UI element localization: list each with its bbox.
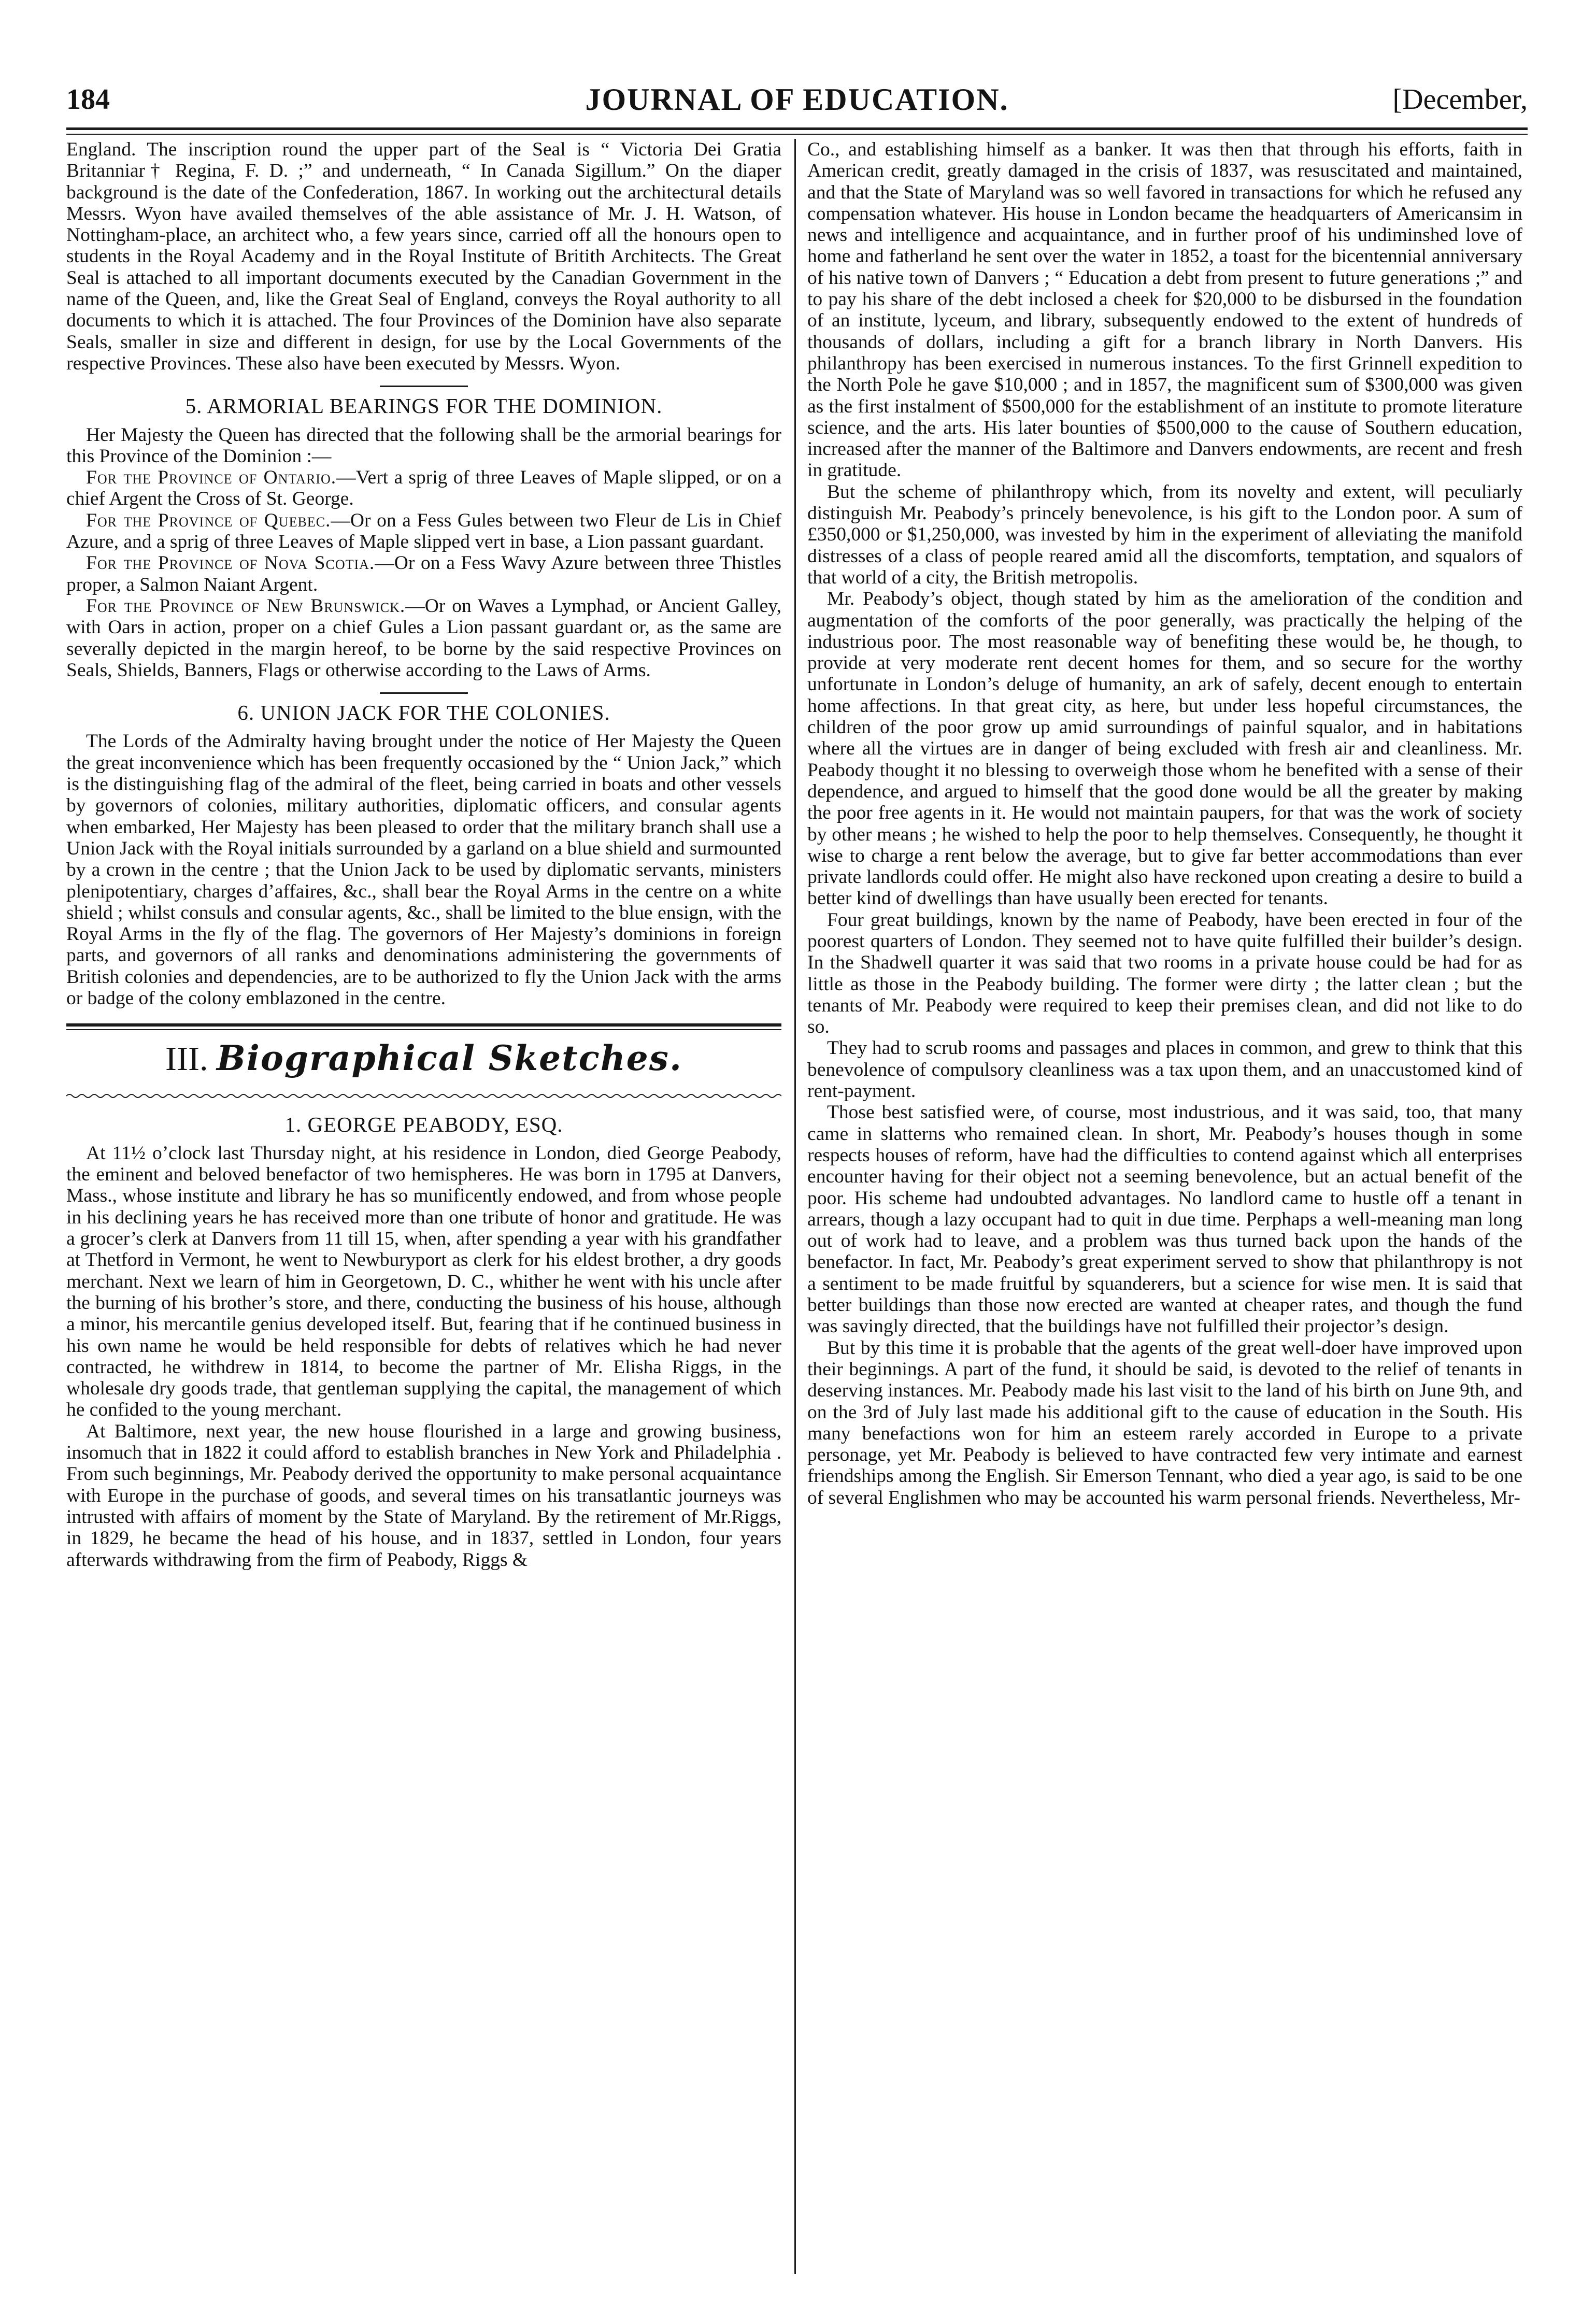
article-paragraph: They had to scrub rooms and passages and places in common, and grew to think that this benevolence of compulsory cleanliness was a tax upon them, and an unaccustomed kind of rent-payment. bbox=[807, 1037, 1522, 1102]
blazon-text: —Or on a Fess Wavy Azure between three Thistles proper, a Salmon Naiant Argent. bbox=[66, 552, 781, 595]
blazon-text: —Vert a sprig of three Leaves of Maple slipped, or on a chief Argent the Cross of St. George. bbox=[66, 467, 782, 510]
great-seal-paragraph: England. The inscription round the upper part of the Seal is “ Victoria Dei Gratia Britanniar† Regina, F. D. ;” and underneath, “ In Canada Sigillum.” On the diaper background is the date of the Confederation, 1867. In working out the architectural details Messrs. Wyon have availed themselves of the able assistance of Mr. J. H. Watson, of Nottingham-place, an architect who, a few years since, carried off all the honours open to students in the Royal Academy and in the Royal Institute of Britith Architects. The Great Seal is attached to all important documents executed by the Canadian Government in the name of the Queen, and, like the Great Seal of England, conveys the Royal authority to all documents to which it is attached. The four Provinces of the Dominion have also separate Seals, smaller in size and different in design, for use by the Local Governments of the respective Provinces. These also have been executed by Messrs. Wyon. bbox=[66, 139, 781, 374]
province-label: For the Province of Quebec. bbox=[86, 509, 331, 531]
armorial-item-ontario bbox=[66, 467, 781, 510]
union-jack-heading: 6. UNION JACK FOR THE COLONIES. bbox=[237, 701, 610, 725]
wavy-rule bbox=[66, 1092, 781, 1100]
divider-rule bbox=[380, 386, 468, 387]
running-header bbox=[66, 78, 1528, 125]
peabody-paragraph: At Baltimore, next year, the new house flourished in a large and growing business, insomuch that in 1822 it could afford to establish branches in New York and Philadelphia . From such beginnings, Mr. Peabody derived the opportunity to make personal acquaintance with Europe in the purchase of goods, and several times on his transatlantic journeys was intrusted with affairs of moment by the State of Maryland. By the retirement of Mr.Riggs, in 1829, he became the head of his house, and in 1837, settled in London, four years afterwards withdrawing from the firm of Peabody, Riggs & bbox=[66, 1420, 781, 1571]
section-title bbox=[66, 1034, 781, 1083]
armorial-intro: Her Majesty the Queen has directed that the following shall be the armorial bearings for this Province of the Dominion :— bbox=[66, 424, 781, 467]
page-number: 184 bbox=[66, 83, 110, 116]
article-paragraph: But by this time it is probable that the agents of the great well-doer have improved upon their beginnings. A part of the fund, it should be said, is devoted to the relief of tenants in deserving instances. Mr. Peabody made his last visit to the land of his birth on June 9th, and on the 3rd of July last made his additional gift to the cause of education in the South. His many benefactions won for him an esteem rarely accorded in Europe to a private personage, yet Mr. Peabody is believed to have contracted few very intimate and earnest friendships among the English. Sir Emerson Tennant, who died a year ago, is said to be one of several Englishmen who may be accounted his warm personal friends. Nevertheless, Mr- bbox=[807, 1337, 1522, 1508]
article-paragraph: Mr. Peabody’s object, though stated by him as the amelioration of the condition and augmentation of the comforts of the poor generally, was practically the helping of the industrious poor. The most reasonable way of benefiting these would be, he though, to provide at very moderate rent decent homes for them, and so secure for the worthy unfortunate in London’s deluge of humanity, an ark of safely, decent enough to entertain home affections. In that great city, as here, but under less hopeful circumstances, the children of the poor grow up amid surroundings of painful squalor, and in habitations where all the virtues are in danger of being excluded with fresh air and cleanliness. Mr. Peabody thought it no blessing to overweigh those whom he benefited with a sense of their dependence, and argued to himself that the good done would be all the greater by making the poor free agents in it. He would not maintain paupers, for that was the work of society by other means ; he wished to help the poor to help themselves. Consequently, he thought it wise to charge a rent below the average, but to give far better accommodations than ever private landlords could offer. He might also have reckoned upon creating a desire to build a better kind of dwellings than have usually been erected for tenants. bbox=[807, 588, 1522, 909]
peabody-paragraph: At 11½ o’clock last Thursday night, at his residence in London, died George Peabody, the eminent and beloved benefactor of two hemispheres. He was born in 1795 at Danvers, Mass., whose institute and library he has so munificently endowed, and from whose people in his declining years he has received more than one tribute of honor and gratitude. He was a grocer’s clerk at Danvers from 11 till 15, when, after spending a year with his grandfather at Thetford in Vermont, he went to Newburyport as clerk for his eldest brother, a dry goods merchant. Next we learn of him in Georgetown, D. C., whither he went with his uncle after the burning of his brother’s store, and there, conducting the business of his house, although a minor, his mercantile genius developed itself. But, fearing that if he continued business in his own name he would be held responsible for debts of relatives which he had never contracted, he withdrew in 1814, to become the partner of Mr. Elisha Riggs, in the wholesale dry goods trade, that gentleman supplying the capital, the management of which he confided to the young merchant. bbox=[66, 1142, 781, 1421]
article-paragraph: But the scheme of philanthropy which, from its novelty and extent, will peculiarly distinguish Mr. Peabody’s princely benevolence, is his gift to the London poor. A sum of £350,000 or $1,250,000, was invested by him in the experiment of alleviating the manifold distresses of a class of people reared amid all the discomforts, temptation, and squalors of that world of a city, the British metropolis. bbox=[807, 481, 1522, 588]
province-label: For the Province of Ontario. bbox=[86, 467, 337, 489]
header-rule-thin bbox=[66, 134, 1528, 135]
section-banner bbox=[66, 1023, 781, 1105]
divider-rule bbox=[380, 692, 468, 694]
armorial-item-nova-scotia bbox=[66, 552, 781, 595]
union-jack-paragraph: The Lords of the Admiralty having brought under the notice of Her Majesty the Queen the great inconvenience which has been frequently occasioned by the “ Union Jack,” which is the distinguishing flag of the admiral of the fleet, being carried in boats and other vessels by governors of colonies, military authorities, diplomatic officers, and consular agents when embarked, Her Majesty has been pleased to order that the military branch shall use a Union Jack with the Royal initials surrounded by a garland on a blue shield and surmounted by a crown in the centre ; that the Union Jack to be used by diplomatic servants, ministers plenipotentiary, charges d’affaires, &c., shall bear the Royal Arms in the centre on a white shield ; whilst consuls and consular agents, &c., shall be limited to the blue ensign, with the Royal Arms in the fly of the flag. The governors of Her Majesty’s dominions in foreign parts, and governors of all ranks and denominations administering the governments of British colonies and dependencies, are to be authorized to fly the Union Jack with the arms or badge of the colony emblazoned in the centre. bbox=[66, 731, 781, 1009]
province-label: For the Province of New Brunswick. bbox=[86, 595, 406, 617]
armorial-item-quebec bbox=[66, 510, 781, 553]
header-rule-thick bbox=[66, 127, 1528, 130]
blazon-text: —Or on a Fess Gules between two Fleur de Lis in Chief Azure, and a sprig of three Leaves of Maple slipped vert in base, a Lion passant guardant. bbox=[66, 509, 781, 553]
province-label: For the Province of Nova Scotia. bbox=[86, 552, 375, 574]
section-numeral: III. bbox=[165, 1040, 208, 1078]
blazon-text: —Or on Waves a Lymphad, or Ancient Galley, with Oars in action, proper on a chief Gules a Lion passant guardant or, as the same are severally depicted in the margin hereof, to be borne by the said respective Provinces on Seals, Shields, Banners, Flags or otherwise according to the Laws of Arms. bbox=[66, 595, 781, 681]
left-column bbox=[66, 139, 781, 1571]
column-divider bbox=[794, 139, 796, 2274]
journal-title: JOURNAL OF EDUCATION. bbox=[585, 82, 1009, 117]
issue-month: [December, bbox=[1392, 83, 1528, 116]
section-rule-thin bbox=[66, 1029, 781, 1030]
section-rule-thick bbox=[66, 1023, 781, 1027]
article-paragraph: Co., and establishing himself as a banker. It was then that through his efforts, faith in American credit, greatly damaged in the crisis of 1837, was resuscitated and maintained, and that the State of Maryland was so well favored in transactions for which he refused any compensation whatever. His house in London became the headquarters of Americansim in news and intelligence and acquaintance, and in further proof of his undiminshed love of home and fatherland he sent over the water in 1852, a toast for the bicentennial anniversary of his native town of Danvers ; “ Education a debt from present to future generations ;” and to pay his share of the debt inclosed a cheek for $20,000 to be disbursed in the foundation of an institute, lyceum, and library, subsequently endowed to the extent of hundreds of thousands of dollars, including a gift for a branch library in North Danvers. His philanthropy has been exercised in numerous instances. To the first Grinnell expedition to the North Pole he gave $10,000 ; and in 1857, the magnificent sum of $300,000 was given as the first instalment of $500,000 for the establishment of an institute to promote literature science, and the arts. His later bounties of $500,000 to the cause of Southern education, increased after the manner of the Baltimore and Danvers endowments, are recent and fresh in gratitude. bbox=[807, 139, 1522, 481]
right-column bbox=[807, 139, 1522, 1508]
armorial-item-new-brunswick bbox=[66, 595, 781, 681]
armorial-heading: 5. ARMORIAL BEARINGS FOR THE DOMINION. bbox=[185, 394, 663, 418]
peabody-heading: 1. GEORGE PEABODY, ESQ. bbox=[284, 1112, 563, 1136]
section-name: Biographical Sketches. bbox=[216, 1038, 682, 1079]
article-paragraph: Four great buildings, known by the name of Peabody, have been erected in four of the poorest quarters of London. They seemed not to have quite fulfilled their builder’s design. In the Shadwell quarter it was said that two rooms in a private house could be had for as little as those in the Peabody building. The former were dirty ; the latter clean ; but the tenants of Mr. Peabody were required to keep their premises clean, and did not like to do so. bbox=[807, 909, 1522, 1038]
article-paragraph: Those best satisfied were, of course, most industrious, and it was said, too, that many came in slatterns who remained clean. In short, Mr. Peabody’s houses though in some respects houses of reform, have had the difficulties to contend against which all enterprises encounter having for their object not a seeming benevolence, but an actual benefit of the poor. His scheme had undoubted advantages. No landlord came to hustle off a tenant in arrears, though a lazy occupant had to quit in due time. Perphaps a well-meaning man long out of work had to leave, and a problem was thus turned back upon the hands of the benefactor. In fact, Mr. Peabody’s great experiment served to show that philanthropy is not a sentiment to be made fruitful by squanderers, but a science for wise men. It is said that better buildings than those now erected are wanted at cheaper rates, and though the fund was savingly directed, that the buildings have not fulfilled their projector’s design. bbox=[807, 1102, 1522, 1337]
